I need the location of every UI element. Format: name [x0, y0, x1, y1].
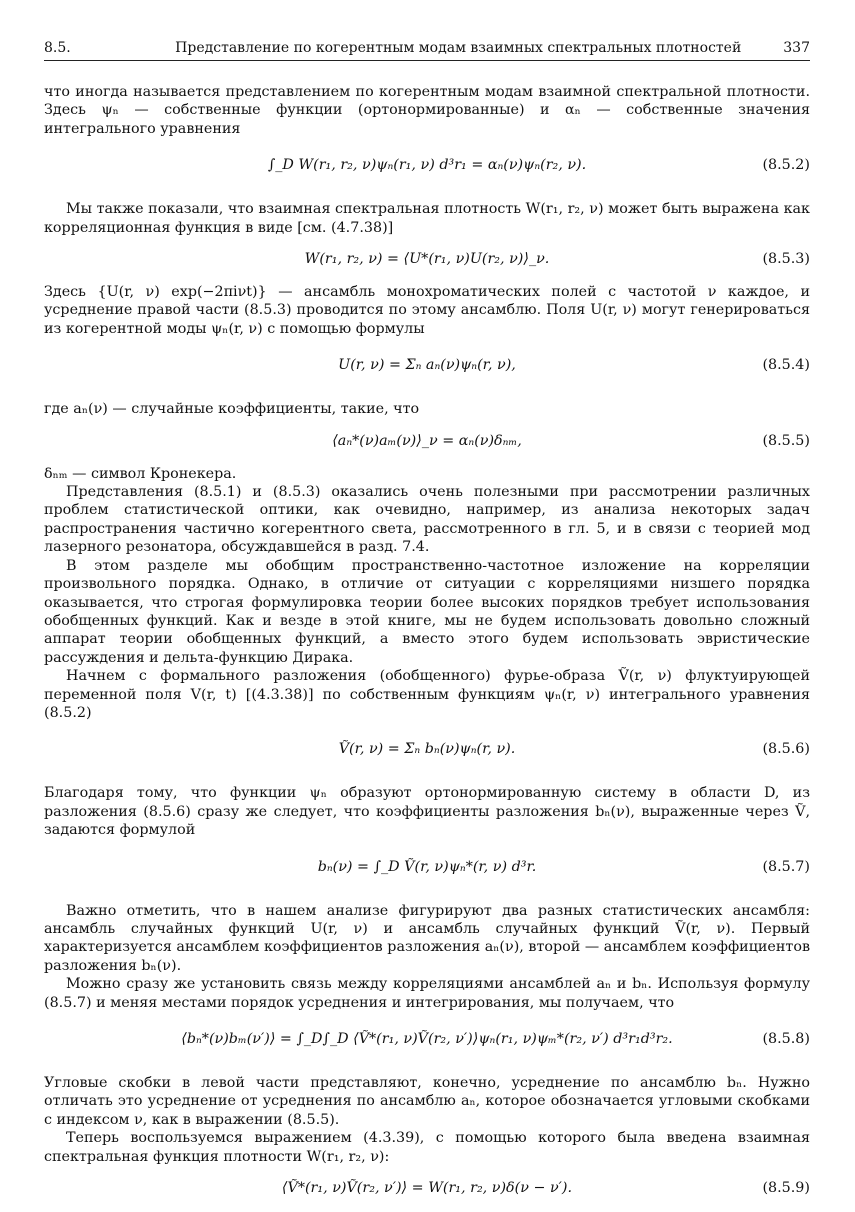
equation	[44, 1030, 810, 1056]
paragraph: Здесь {U(r, ν) exp(−2πiνt)} — ансамбль монохроматических полей с частотой ν каждое, и усреднение правой части (8.5.3) проводится по этому ансамблю. Поля U(r, ν) могут генерироваться из когерентной моды ψₙ(r, ν) с помощью формулы	[44, 284, 810, 337]
paragraph: где aₙ(ν) — случайные коэффициенты, такие, что	[44, 401, 420, 418]
section-number: 8.5.	[44, 40, 71, 56]
equation	[44, 1179, 810, 1199]
paragraph: В этом разделе мы обобщим пространственно-частотное изложение на корреляции произвольного порядка. Однако, в отличие от ситуации с корреляциями низшего порядка оказывается, что строгая формулировка теории более высоких порядков требует использования обобщенных функций. Как и везде в этой книге, мы не будем использовать довольно сложный аппарат теории обобщенных функций, а вместо этого будем использовать эвристические рассуждения и дельта-функцию Дирака.	[44, 557, 810, 666]
equation-number: (8.5.3)	[762, 251, 810, 268]
equation-body: Ṽ(r, ν) = Σₙ bₙ(ν)ψₙ(r, ν).	[338, 741, 516, 758]
equation	[44, 156, 810, 182]
paragraph: Угловые скобки в левой части представляют, конечно, усреднение по ансамблю bₙ. Нужно отличать это усреднение от усреднения по ансамблю aₙ, которое обозначается угловыми скобками с индексом ν, как в выражении (8.5.5).	[44, 1075, 810, 1128]
paragraph: δₙₘ — символ Кронекера.	[44, 465, 237, 482]
equation	[44, 432, 810, 452]
equation-number: (8.5.9)	[762, 1180, 810, 1197]
equation-number: (8.5.2)	[762, 157, 810, 174]
equation-number: (8.5.8)	[762, 1031, 810, 1047]
equation	[44, 356, 810, 382]
paragraph: Мы также показали, что взаимная спектральная плотность W(r₁, r₂, ν) может быть выражена как корреляционная функция в виде [см. (4.7.38)]	[44, 201, 810, 236]
paragraph: Важно отметить, что в нашем анализе фигурируют два разных статистических ансамбля: ансамбль случайных функций U(r, ν) и ансамбль случайных функций Ṽ(r, ν). Первый характеризуется ансамблем коэффициентов разложения aₙ(ν), второй — ансамблем коэффициентов разложения bₙ(ν).	[44, 902, 810, 974]
equation-body: ⟨Ṽ*(r₁, ν)Ṽ(r₂, ν′)⟩ = W(r₁, r₂, ν)δ(ν − ν′).	[281, 1180, 573, 1197]
equation-body: U(r, ν) = Σₙ aₙ(ν)ψₙ(r, ν),	[338, 357, 516, 374]
section-title: Представление по когерентным модам взаимных спектральных плотностей	[175, 40, 742, 56]
equation-body: ∫_D W(r₁, r₂, ν)ψₙ(r₁, ν) d³r₁ = αₙ(ν)ψₙ(r₂, ν).	[267, 157, 587, 174]
equation-body: bₙ(ν) = ∫_D Ṽ(r, ν)ψₙ*(r, ν) d³r.	[317, 858, 537, 875]
page-number: 337	[783, 40, 810, 56]
equation	[44, 740, 810, 766]
equation	[44, 858, 810, 884]
running-header	[44, 40, 810, 61]
paragraph: Начнем с формального разложения (обобщенного) фурье-образа Ṽ(r, ν) флуктуирующей переменной поля V(r, t) [(4.3.38)] по собственным функциям ψₙ(r, ν) интегрального уравнения (8.5.2)	[44, 668, 810, 721]
equation-number: (8.5.7)	[762, 858, 810, 875]
equation	[44, 250, 810, 270]
equation-body: ⟨aₙ*(ν)aₘ(ν)⟩_ν = αₙ(ν)δₙₘ,	[332, 432, 522, 449]
page	[44, 40, 810, 1212]
equation-number: (8.5.4)	[762, 357, 810, 374]
body-text	[44, 83, 810, 1199]
header-left	[44, 40, 741, 56]
equation-body: W(r₁, r₂, ν) = ⟨U*(r₁, ν)U(r₂, ν)⟩_ν.	[304, 251, 550, 268]
equation-number: (8.5.6)	[762, 741, 810, 758]
paragraph: Можно сразу же установить связь между корреляциями ансамблей aₙ и bₙ. Используя формулу (8.5.7) и меняя местами порядок усреднения и интегрирования, мы получаем, что	[44, 976, 810, 1011]
equation-body: ⟨bₙ*(ν)bₘ(ν′)⟩ = ∫_D∫_D ⟨Ṽ*(r₁, ν)Ṽ(r₂, ν′)⟩ψₙ(r₁, ν)ψₘ*(r₂, ν′) d³r₁d³r₂.	[181, 1031, 673, 1047]
equation-number: (8.5.5)	[762, 432, 810, 449]
paragraph: что иногда называется представлением по когерентным модам взаимной спектральной плотности. Здесь ψₙ — собственные функции (ортонормированные) и αₙ — собственные значения интегрального уравнения	[44, 84, 810, 137]
paragraph: Теперь воспользуемся выражением (4.3.39), с помощью которого была введена взаимная спектральная функция плотности W(r₁, r₂, ν):	[44, 1130, 810, 1165]
paragraph: Представления (8.5.1) и (8.5.3) оказались очень полезными при рассмотрении различных проблем статистической оптики, как очевидно, например, из анализа некоторых задач распространения частично когерентного света, рассмотренного в гл. 5, и в связи с теорией мод лазерного резонатора, обсуждавшейся в разд. 7.4.	[44, 484, 810, 556]
paragraph: Благодаря тому, что функции ψₙ образуют ортонормированную систему в области D, из разложения (8.5.6) сразу же следует, что коэффициенты разложения bₙ(ν), выраженные через Ṽ, задаются формулой	[44, 785, 810, 839]
